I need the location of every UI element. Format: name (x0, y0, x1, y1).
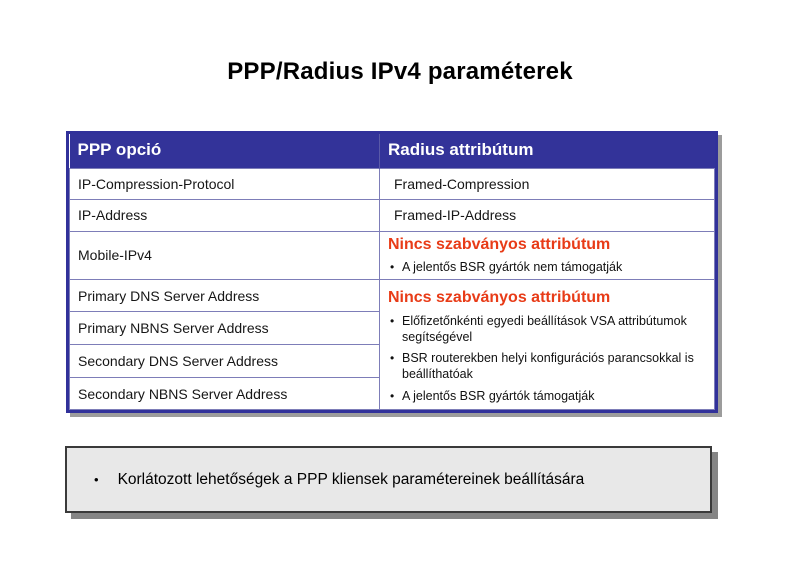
note-item (388, 313, 708, 346)
no-standard-attribute-heading: Nincs szabványos attribútum (388, 235, 611, 253)
bullet-marker: • (390, 388, 395, 403)
bullet-marker: • (390, 259, 395, 274)
column-header-ppp-option: PPP opció (70, 134, 380, 168)
note-item (388, 259, 708, 275)
parameters-table (69, 134, 715, 410)
cell-ppp-option: Secondary NBNS Server Address (70, 378, 380, 410)
note-text: A jelentős BSR gyártók támogatják (402, 388, 595, 403)
cell-radius-attribute: Framed-IP-Address (380, 199, 715, 231)
ppp-radius-table (66, 131, 718, 413)
cell-radius-attribute: Framed-Compression (380, 168, 715, 199)
table-row (70, 231, 715, 280)
cell-ppp-option: IP-Compression-Protocol (70, 168, 380, 199)
table-row (70, 280, 715, 312)
page-title: PPP/Radius IPv4 paraméterek (227, 58, 573, 85)
table-row (70, 168, 715, 199)
note-item (388, 350, 708, 383)
bullet-marker: • (94, 472, 99, 487)
summary-text: Korlátozott lehetőségek a PPP kliensek paramétereinek beállítására (117, 470, 585, 488)
summary-callout-box (65, 446, 712, 513)
table-row (70, 199, 715, 231)
table-header-row (70, 134, 715, 168)
note-text: A jelentős BSR gyártók nem támogatják (402, 259, 623, 274)
no-standard-attribute-heading: Nincs szabványos attribútum (388, 289, 611, 307)
column-header-radius-attribute: Radius attribútum (380, 134, 715, 168)
note-item (388, 388, 708, 404)
cell-ppp-option: Primary DNS Server Address (70, 280, 380, 312)
cell-radius-attribute-rich (380, 231, 715, 280)
bullet-marker: • (390, 351, 395, 366)
note-text: BSR routerekben helyi konfigurációs parancsokkal is beállíthatóak (402, 351, 694, 382)
bullet-marker: • (390, 313, 395, 328)
cell-ppp-option: Mobile-IPv4 (70, 231, 380, 280)
cell-ppp-option: IP-Address (70, 199, 380, 231)
cell-ppp-option: Primary NBNS Server Address (70, 312, 380, 345)
cell-ppp-option: Secondary DNS Server Address (70, 345, 380, 378)
cell-radius-attribute-merged (380, 280, 715, 410)
note-text: Előfizetőnkénti egyedi beállítások VSA attribútumok segítségével (402, 313, 687, 344)
